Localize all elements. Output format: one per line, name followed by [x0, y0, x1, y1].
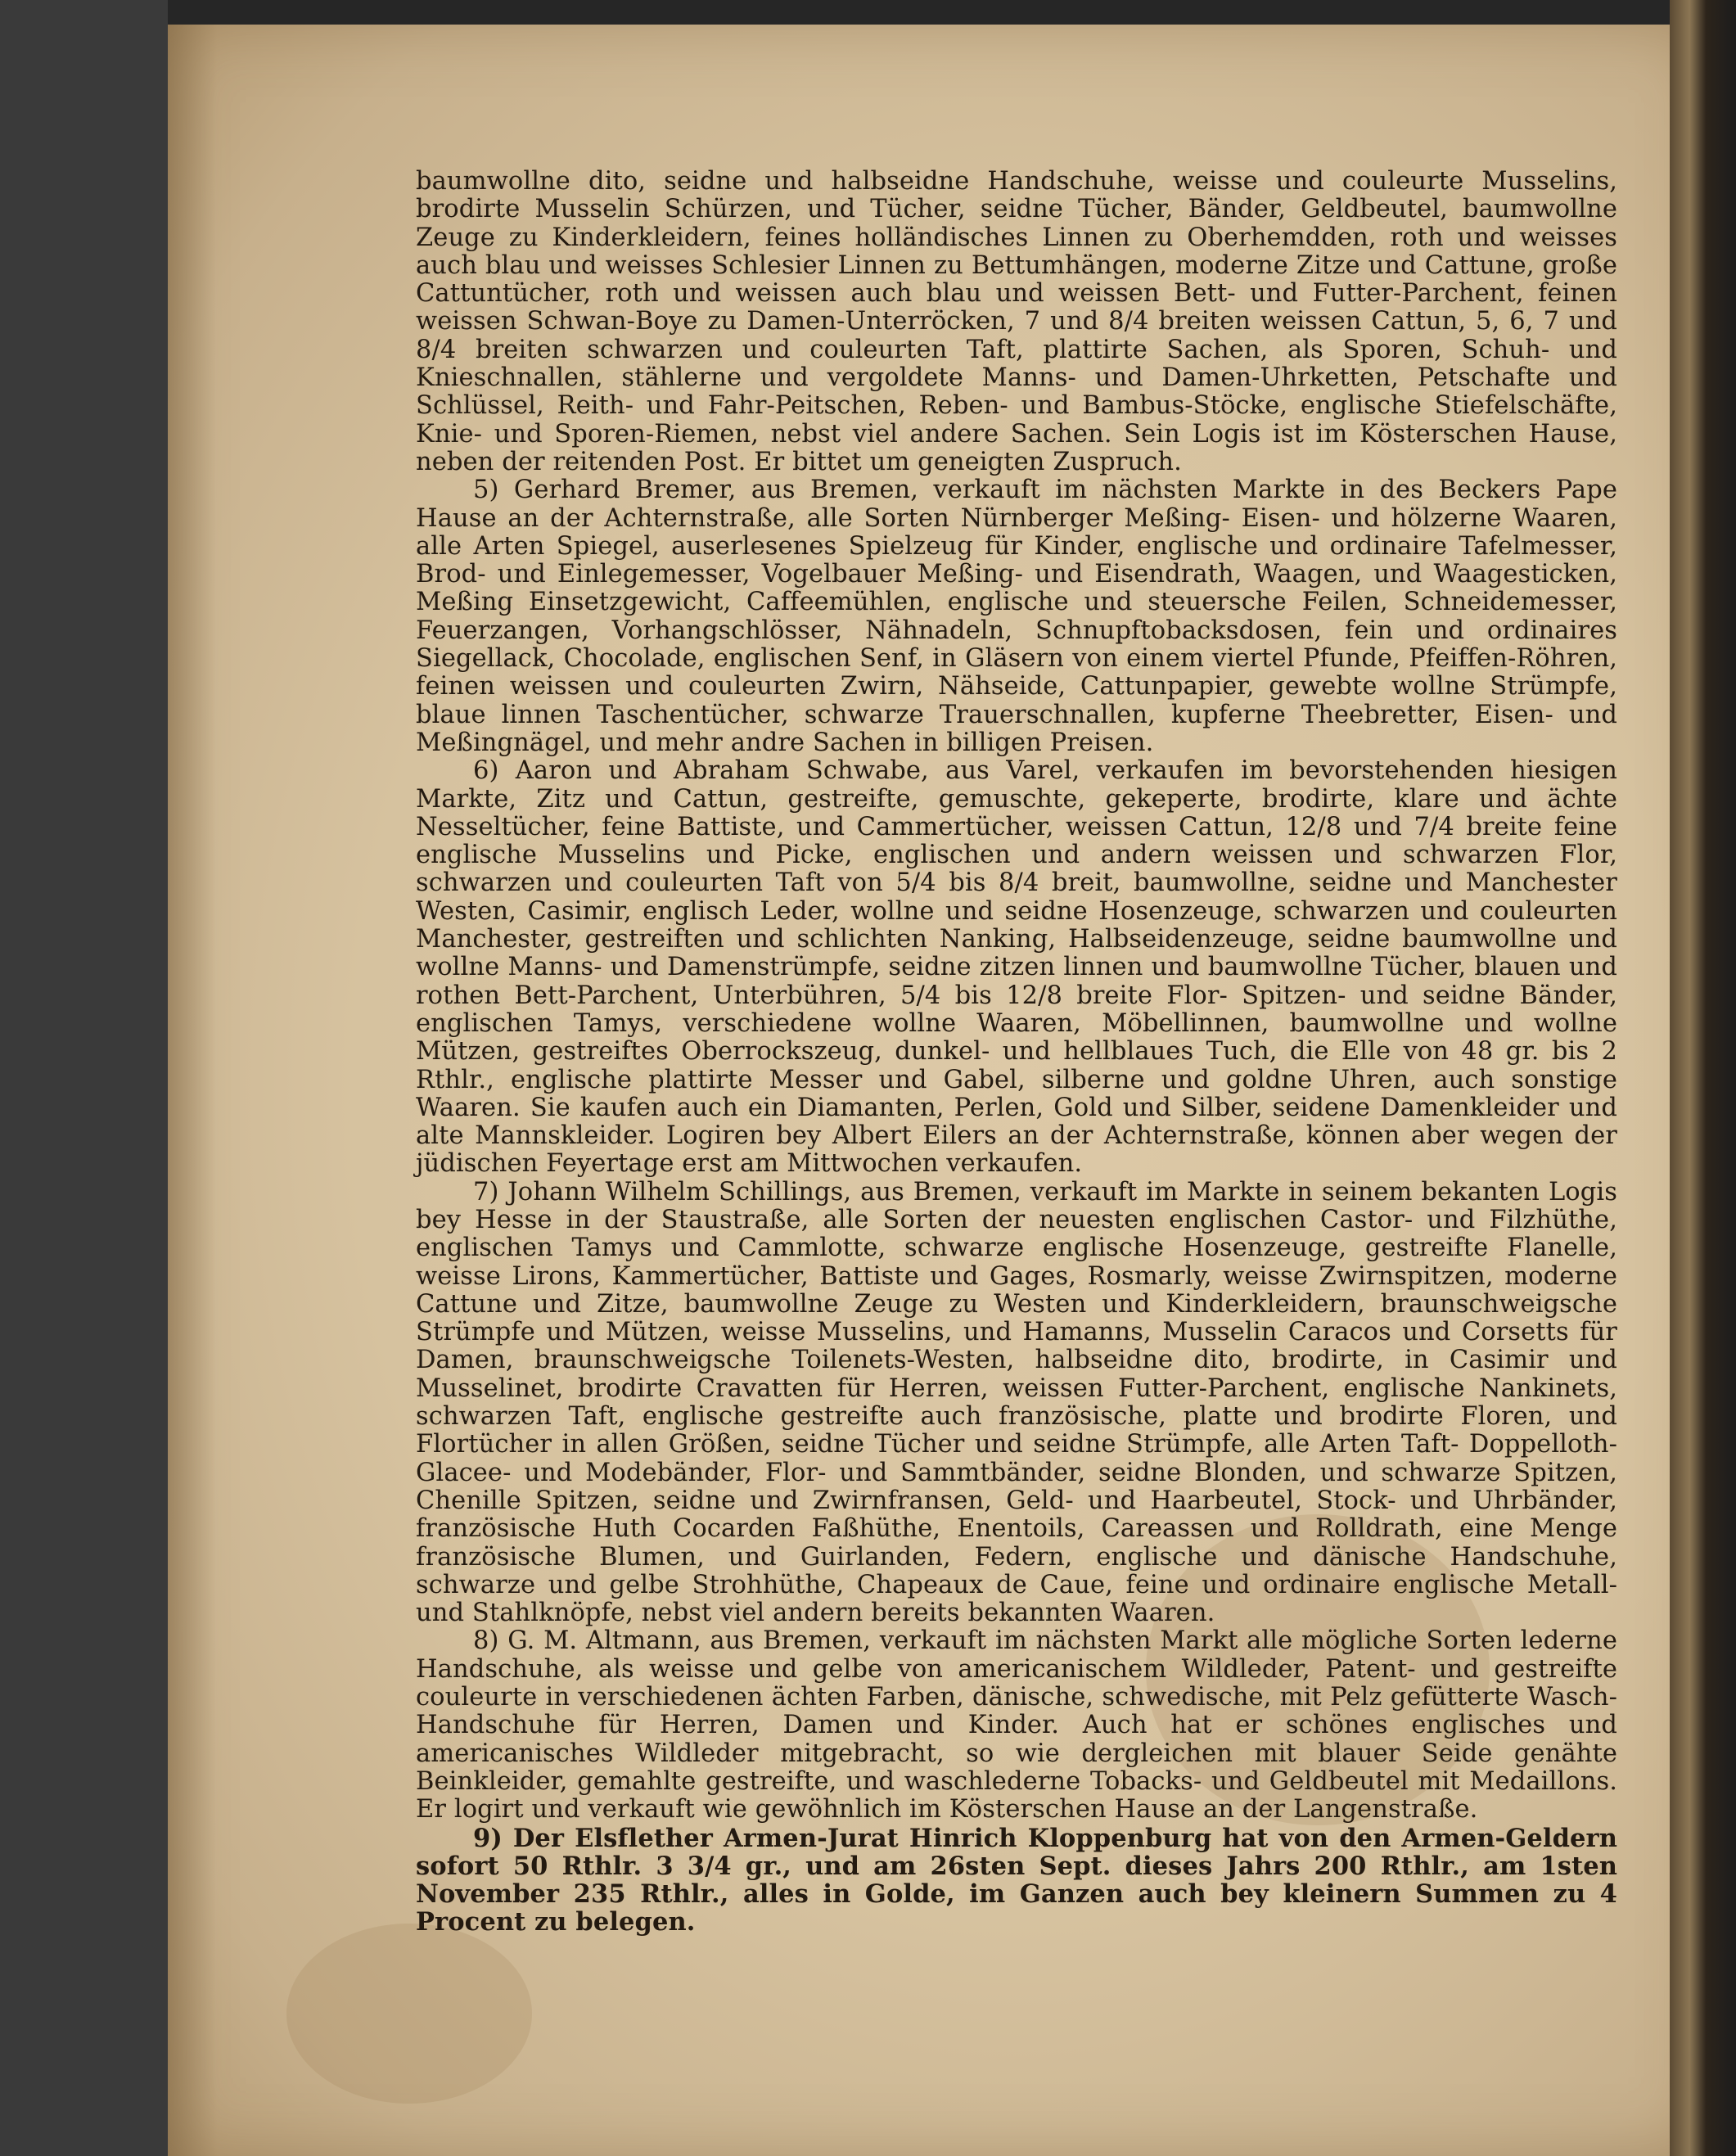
paragraph-7-schillings: 7) Johann Wilhelm Schillings, aus Bremen, verkauft im Markte in seinem bekanten Logis bey Hesse in der Staustraße, alle Sorten der neuesten englischen Castor- und Filzhüthe, englischen Tamys und Cammlotte, schwarze englische Hosenzeuge, gestreifte Flanelle, weisse Lirons, Kammertücher, Battiste und Gages, Rosmarly, weisse Zwirnspitzen, moderne Cattune und Zitze, baumwollne Zeuge zu Westen und Kinderkleidern, braunschweigsche Strümpfe und Mützen, weisse Musselins, und Hamanns, Musselin Caracos und Corsetts für Damen, braunschweigsche Toilenets-Westen, halbseidne dito, brodirte, in Casimir und Musselinet, brodirte Cravatten für Herren, weissen Futter-Parchent, englische Nankinets, schwarzen Taft, englische gestreifte auch französische, platte und brodirte Floren, und Flortücher in allen Größen, seidne Tücher und seidne Strümpfe, alle Arten Taft- Doppelloth- Glacee- und Modebänder, Flor- und Sammtbänder, seidne Blonden, und schwarze Spitzen, Chenille Spitzen, seidne und Zwirnfransen, Geld- und Haarbeutel, Stock- und Uhrbänder, französische Huth Cocarden Faßhüthe, Enentoils, Careassen und Rolldrath, eine Menge französische Blumen, und Guirlanden, Federn, englische und dänische Handschuhe, schwarze und gelbe Strohhüthe, Chapeaux de Caue, feine und ordinaire englische Metall- und Stahlknöpfe, nebst viel andern bereits bekannten Waaren. [416, 1177, 1617, 1628]
paragraph-8-altmann: 8) G. M. Altmann, aus Bremen, verkauft im nächsten Markt alle mögliche Sorten lederne Handschuhe, als weisse und gelbe von americanischem Wildleder, Patent- und gestreifte couleurte in verschiedenen ächten Farben, dänische, schwedische, mit Pelz gefütterte Wasch-Handschuhe für Herren, Damen und Kinder. Auch hat er schönes englisches und americanisches Wildleder mitgebracht, so wie dergleichen mit blauer Seide genähte Beinkleider, gemahlte gestreifte, und waschlederne Tobacks- und Geldbeutel mit Medaillons. Er logirt und verkauft wie gewöhnlich im Kösterschen Hause an der Langenstraße. [416, 1626, 1617, 1824]
paper-stain [286, 1924, 532, 2104]
book-spine-edge [1670, 0, 1736, 2156]
paragraph-6-schwabe: 6) Aaron und Abraham Schwabe, aus Varel, verkaufen im bevorstehenden hiesigen Markte, Zitz und Cattun, gestreifte, gemuschte, gekeperte, brodirte, klare und ächte Nesseltücher, feine Battiste, und Cammertücher, weissen Cattun, 12/8 und 7/4 breite feine englische Musselins und Picke, englischen und andern weissen und schwarzen Flor, schwarzen und couleurten Taft von 5/4 bis 8/4 breit, baumwollne, seidne und Manchester Westen, Casimir, englisch Leder, wollne und seidne Hosenzeuge, schwarzen und couleurten Manchester, gestreiften und schlichten Nanking, Halbseidenzeuge, seidne baumwollne und wollne Manns- und Damenstrümpfe, seidne zitzen linnen und baumwollne Tücher, blauen und rothen Bett-Parchent, Unterbühren, 5/4 bis 12/8 breite Flor- Spitzen- und seidne Bänder, englischen Tamys, verschiedene wollne Waaren, Möbellinnen, baumwollne und wollne Mützen, gestreiftes Oberrockszeug, dunkel- und hellblaues Tuch, die Elle von 48 gr. bis 2 Rthlr., englische plattirte Messer und Gabel, silberne und goldne Uhren, auch sonstige Waaren. Sie kaufen auch ein Diamanten, Perlen, Gold und Silber, seidene Damenkleider und alte Mannskleider. Logiren bey Albert Eilers an der Achternstraße, können aber wegen der jüdischen Feyertage erst am Mittwochen verkaufen. [416, 756, 1617, 1179]
document-text [416, 168, 1617, 1937]
page-gutter-shadow [168, 25, 217, 2156]
paragraph-9-kloppenburg: 9) Der Elsflether Armen-Jurat Hinrich Kloppenburg hat von den Armen-Geldern sofort 50 Rthlr. 3 3/4 gr., und am 26sten Sept. dieses Jahrs 200 Rthlr., am 1sten November 235 Rthlr., alles in Golde, im Ganzen auch bey kleinern Summen zu 4 Procent zu belegen. [416, 1823, 1617, 1937]
scanner-margin [0, 0, 168, 2156]
paragraph-continuation: baumwollne dito, seidne und halbseidne Handschuhe, weisse und couleurte Musselins, brodirte Musselin Schürzen, und Tücher, seidne Tücher, Bänder, Geldbeutel, baumwollne Zeuge zu Kinderkleidern, feines holländisches Linnen zu Oberhemdden, roth und weisses auch blau und weisses Schlesier Linnen zu Bettumhängen, moderne Zitze und Cattune, große Cattuntücher, roth und weissen auch blau und weissen Bett- und Futter-Parchent, feinen weissen Schwan-Boye zu Damen-Unterröcken, 7 und 8/4 breiten weissen Cattun, 5, 6, 7 und 8/4 breiten schwarzen und couleurten Taft, plattirte Sachen, als Sporen, Schuh- und Knieschnallen, stählerne und vergoldete Manns- und Damen-Uhrketten, Petschafte und Schlüssel, Reith- und Fahr-Peitschen, Reben- und Bambus-Stöcke, englische Stiefelschäfte, Knie- und Sporen-Riemen, nebst viel andere Sachen. Sein Logis ist im Kösterschen Hause, neben der reitenden Post. Er bittet um geneigten Zuspruch. [416, 167, 1617, 476]
paragraph-5-gerhard-bremer: 5) Gerhard Bremer, aus Bremen, verkauft im nächsten Markte in des Beckers Pape Hause an der Achternstraße, alle Sorten Nürnberger Meßing- Eisen- und hölzerne Waaren, alle Arten Spiegel, auserlesenes Spielzeug für Kinder, englische und ordinaire Tafelmesser, Brod- und Einlegemesser, Vogelbauer Meßing- und Eisendrath, Waagen, und Waagesticken, Meßing Einsetzgewicht, Caffeemühlen, englische und steuersche Feilen, Schneidemesser, Feuerzangen, Vorhangschlösser, Nähnadeln, Schnupftobacksdosen, fein und ordinaires Siegellack, Chocolade, englischen Senf, in Gläsern von einem viertel Pfunde, Pfeiffen-Röhren, feinen weissen und couleurten Zwirn, Nähseide, Cattunpapier, gewebte wollne Strümpfe, blaue linnen Taschentücher, schwarze Trauerschnallen, kupferne Theebretter, Eisen- und Meßingnägel, und mehr andre Sachen in billigen Preisen. [416, 476, 1617, 757]
